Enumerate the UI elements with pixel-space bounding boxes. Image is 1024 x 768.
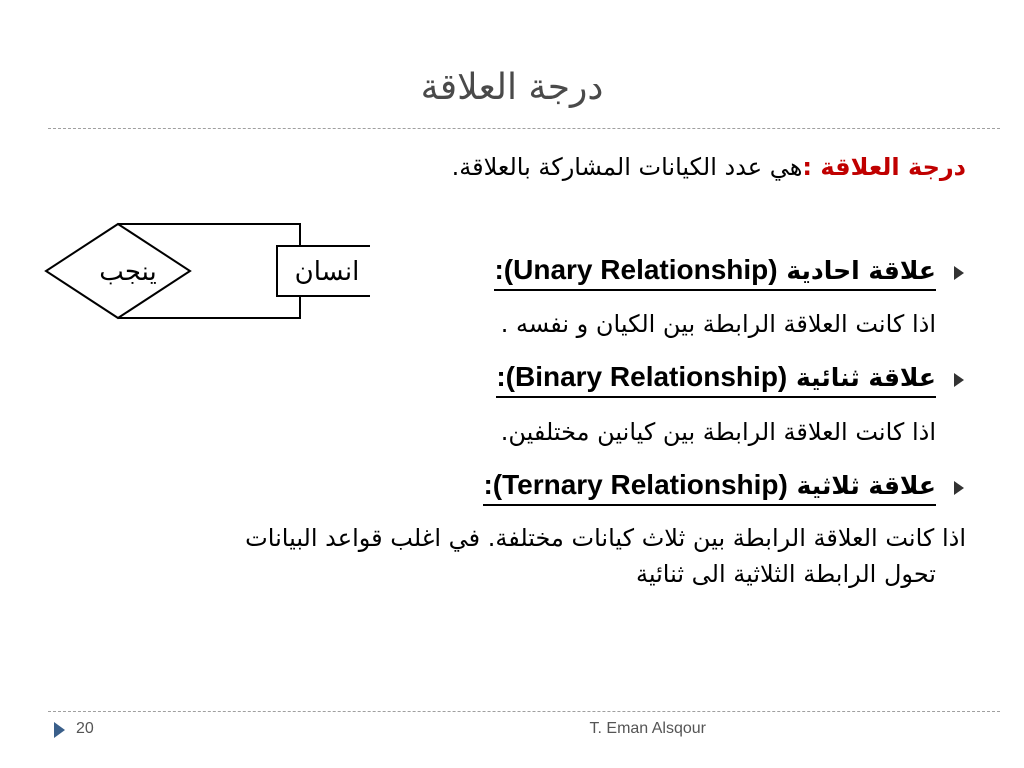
unary-relationship-diagram	[40, 220, 370, 330]
title-divider	[48, 128, 1000, 129]
footer-author: T. Eman Alsqour	[589, 720, 706, 737]
definition-line	[452, 150, 966, 184]
section-binary-heading	[496, 359, 936, 398]
relationship-label: ينجب	[99, 257, 157, 287]
ternary-description-line1: اذا كانت العلاقة الرابطة بين ثلاث كيانات مختلفة. في اغلب قواعد البيانات	[245, 524, 966, 552]
binary-description: اذا كانت العلاقة الرابطة بين كيانين مختلفين.	[500, 418, 936, 446]
bullet-icon	[954, 373, 964, 387]
unary-description: اذا كانت العلاقة الرابطة بين الكيان و نفسه .	[500, 310, 936, 338]
bullet-icon	[954, 481, 964, 495]
definition-term: درجة العلاقة :	[802, 153, 966, 181]
ternary-description	[86, 520, 966, 592]
ternary-description-line2: تحول الرابطة الثلاثية الى ثنائية	[636, 560, 936, 588]
ternary-heading-ar: علاقة ثلاثية	[796, 471, 936, 500]
footer-divider	[48, 711, 1000, 712]
ternary-heading-en: (Ternary Relationship):	[483, 469, 788, 500]
entity-label: انسان	[294, 257, 360, 287]
bullet-icon	[954, 266, 964, 280]
binary-heading-ar: علاقة ثنائية	[795, 363, 936, 392]
page-number: 20	[76, 720, 94, 737]
section-unary-heading	[494, 252, 936, 291]
binary-heading-en: (Binary Relationship):	[496, 361, 788, 392]
slide-title: درجة العلاقة	[420, 67, 604, 108]
definition-body: هي عدد الكيانات المشاركة بالعلاقة.	[451, 153, 803, 181]
unary-heading-ar: علاقة احادية	[786, 256, 936, 285]
unary-heading-en: (Unary Relationship):	[494, 254, 778, 285]
section-ternary-heading	[483, 467, 936, 506]
footer-arrow-icon	[54, 722, 65, 738]
